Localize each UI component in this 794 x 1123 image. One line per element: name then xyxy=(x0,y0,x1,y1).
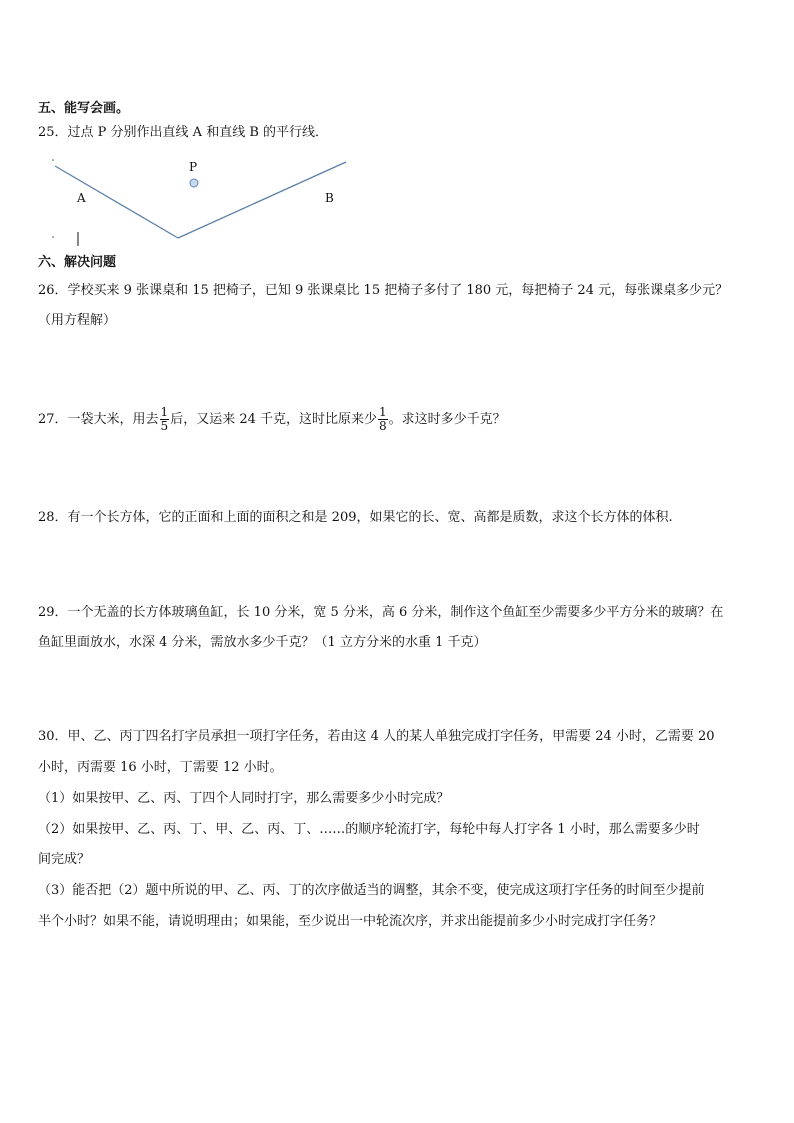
question-30-sub-2-line-2: 间完成？ xyxy=(38,852,91,867)
stray-dot xyxy=(52,236,54,238)
label-p: P xyxy=(189,160,198,174)
fraction-one-eighth xyxy=(378,406,388,433)
fraction-denominator: 8 xyxy=(379,419,387,433)
question-30-line-2: 小时，丙需要 16 小时，丁需要 12 小时。 xyxy=(38,760,283,775)
question-30-line-1: 30．甲、乙、丙丁四名打字员承担一项打字任务，若由这 4 人的某人单独完成打字任务，甲需要 24 小时，乙需要 20 xyxy=(38,729,715,744)
fraction-numerator: 1 xyxy=(379,405,387,419)
section-5-title: 五、能写会画。 xyxy=(38,101,130,116)
stray-dot xyxy=(52,159,54,161)
fraction-denominator: 5 xyxy=(160,419,169,433)
question-30-sub-2-line-1: （2）如果按甲、乙、丙、丁、甲、乙、丙、丁、……的顺序轮流打字，每轮中每人打字各 1 小时，那么需要多少时 xyxy=(38,822,700,837)
point-p xyxy=(190,179,198,187)
section-6-title: 六、解决问题 xyxy=(38,255,117,270)
line-a xyxy=(55,166,178,238)
label-b: B xyxy=(325,191,334,205)
question-29-line-2: 鱼缸里面放水，水深 4 分米，需放水多少千克？（1 立方分米的水重 1 千克） xyxy=(38,635,487,650)
label-a: A xyxy=(77,191,86,205)
question-26-line-2: （用方程解） xyxy=(38,313,117,328)
fraction-numerator: 1 xyxy=(160,405,169,419)
line-b xyxy=(178,162,346,238)
question-27-part-1: 27．一袋大米，用去 xyxy=(38,412,159,427)
fraction-one-fifth xyxy=(160,406,170,433)
question-29-line-1: 29．一个无盖的长方体玻璃鱼缸，长 10 分米，宽 5 分米，高 6 分米，制作这个鱼缸至少需要多少平方分米的玻璃？在 xyxy=(38,605,724,620)
question-27-part-2: 后，又运来 24 千克，这时比原来少 xyxy=(170,412,377,427)
question-27 xyxy=(38,400,506,440)
question-25-text: 25．过点 P 分别作出直线 A 和直线 B 的平行线． xyxy=(38,125,329,140)
question-26-line-1: 26．学校买来 9 张课桌和 15 把椅子，已知 9 张课桌比 15 把椅子多付了 180 元，每把椅子 24 元，每张课桌多少元？ xyxy=(38,283,729,298)
question-28-text: 28．有一个长方体，它的正面和上面的面积之和是 209，如果它的长、宽、高都是质数，求这个长方体的体积. xyxy=(38,510,673,525)
question-27-part-3: 。求这时多少千克？ xyxy=(388,412,506,427)
question-30-sub-1: （1）如果按甲、乙、丙、丁四个人同时打字，那么需要多少小时完成？ xyxy=(38,791,450,806)
question-30-sub-3-line-1: （3）能否把（2）题中所说的甲、乙、丙、丁的次序做适当的调整，其余不变，使完成这项打字任务的时间至少提前 xyxy=(38,883,705,898)
question-30-sub-3-line-2: 半个小时？如果不能，请说明理由；如果能，至少说出一中轮流次序，并求出能提前多少小时完成打字任务？ xyxy=(38,914,663,929)
